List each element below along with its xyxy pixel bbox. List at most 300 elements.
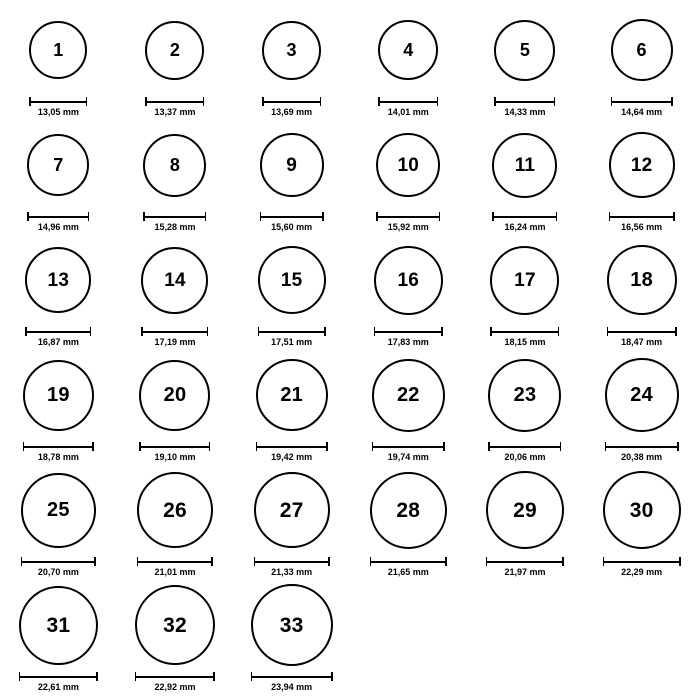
measure-tick-left	[251, 672, 253, 681]
diameter-measure-bar	[141, 327, 208, 336]
measure-tick-left	[607, 327, 609, 336]
ring-circle	[611, 19, 673, 81]
ring-circle-wrapper	[0, 468, 117, 552]
diameter-label: 13,37 mm	[154, 107, 196, 117]
ring-circle-wrapper	[350, 353, 467, 437]
ring-size-number: 4	[403, 40, 414, 60]
measure-tick-right	[322, 212, 324, 221]
ring-circle-wrapper	[583, 123, 700, 207]
ring-circle-wrapper	[583, 468, 700, 552]
measure-line	[141, 331, 208, 333]
ring-circle-wrapper	[117, 353, 234, 437]
diameter-label: 15,28 mm	[154, 222, 196, 232]
diameter-measure-bar	[609, 212, 675, 221]
ring-circle-wrapper	[233, 468, 350, 552]
ring-circle-wrapper	[467, 238, 584, 322]
measure-tick-left	[260, 212, 262, 221]
ring-size-row	[0, 8, 700, 118]
ring-circle-wrapper	[233, 123, 350, 207]
measure-tick-left	[603, 557, 605, 566]
measure-line	[492, 216, 557, 218]
ring-circle-wrapper	[0, 123, 117, 207]
diameter-label: 22,92 mm	[154, 682, 196, 692]
ring-circle-wrapper	[117, 583, 234, 667]
ring-size-cell	[117, 583, 234, 693]
ring-circle	[486, 471, 564, 549]
diameter-label: 17,51 mm	[271, 337, 313, 347]
diameter-measure-bar	[374, 327, 443, 336]
ring-size-cell	[350, 353, 467, 463]
measure-line	[374, 331, 443, 333]
measure-line	[488, 446, 561, 448]
ring-size-number: 8	[169, 155, 181, 175]
diameter-label: 15,60 mm	[271, 222, 313, 232]
diameter-label: 18,15 mm	[504, 337, 546, 347]
ring-size-number: 14	[164, 269, 186, 291]
ring-size-number: 25	[47, 499, 70, 521]
measure-line	[27, 216, 89, 218]
ring-circle	[258, 246, 326, 314]
ring-size-cell	[233, 468, 350, 578]
ring-size-cell	[467, 353, 584, 463]
measure-line	[376, 216, 440, 218]
diameter-measure-bar	[372, 442, 445, 451]
diameter-label: 18,47 mm	[621, 337, 663, 347]
measure-tick-right	[90, 327, 92, 336]
diameter-label: 16,87 mm	[37, 337, 79, 347]
diameter-measure-bar	[494, 97, 555, 106]
ring-size-cell	[0, 123, 117, 233]
ring-circle-wrapper	[467, 353, 584, 437]
measure-tick-left	[370, 557, 372, 566]
measure-tick-left	[258, 327, 260, 336]
measure-tick-left	[145, 97, 147, 106]
ring-circle-wrapper	[233, 583, 350, 667]
measure-tick-right	[439, 212, 441, 221]
measure-tick-right	[558, 327, 560, 336]
diameter-measure-bar	[143, 212, 206, 221]
ring-size-number: 15	[280, 269, 303, 291]
ring-circle-wrapper	[350, 238, 467, 322]
measure-tick-right	[205, 212, 207, 221]
ring-circle	[262, 21, 321, 80]
diameter-label: 18,78 mm	[37, 452, 79, 462]
ring-size-cell	[233, 8, 350, 118]
measure-tick-left	[135, 672, 137, 681]
measure-tick-left	[256, 442, 258, 451]
ring-circle-wrapper	[583, 353, 700, 437]
measure-tick-left	[490, 327, 492, 336]
measure-tick-right	[324, 327, 326, 336]
measure-tick-right	[88, 212, 90, 221]
measure-tick-right	[671, 97, 673, 106]
ring-circle	[494, 20, 555, 81]
diameter-label: 19,10 mm	[154, 452, 196, 462]
measure-line	[372, 446, 445, 448]
measure-tick-left	[372, 442, 374, 451]
diameter-measure-bar	[603, 557, 681, 566]
measure-tick-left	[378, 97, 380, 106]
diameter-measure-bar	[145, 97, 204, 106]
diameter-measure-bar	[611, 97, 673, 106]
ring-size-cell	[583, 238, 700, 348]
diameter-measure-bar	[492, 212, 557, 221]
ring-circle-wrapper	[0, 238, 117, 322]
measure-tick-right	[207, 327, 209, 336]
diameter-measure-bar	[370, 557, 447, 566]
ring-circle	[378, 20, 438, 80]
diameter-measure-bar	[490, 327, 559, 336]
ring-circle	[609, 132, 675, 198]
diameter-measure-bar	[378, 97, 438, 106]
diameter-label: 16,56 mm	[621, 222, 663, 232]
ring-size-cell	[583, 468, 700, 578]
ring-size-number: 16	[397, 269, 420, 291]
ring-size-number: 9	[286, 154, 298, 176]
measure-tick-right	[677, 442, 679, 451]
diameter-label: 13,69 mm	[271, 107, 313, 117]
ring-size-number: 3	[286, 40, 297, 60]
ring-circle-wrapper	[0, 353, 117, 437]
diameter-label: 21,97 mm	[504, 567, 546, 577]
diameter-measure-bar	[135, 672, 215, 681]
diameter-measure-bar	[258, 327, 326, 336]
ring-circle-wrapper	[233, 353, 350, 437]
ring-circle	[19, 586, 98, 665]
measure-line	[256, 446, 328, 448]
ring-circle	[29, 21, 87, 79]
ring-size-number: 23	[513, 384, 537, 406]
diameter-label: 20,06 mm	[504, 452, 546, 462]
measure-tick-right	[326, 442, 328, 451]
ring-size-cell	[117, 468, 234, 578]
ring-circle-wrapper	[467, 123, 584, 207]
ring-size-cell	[350, 468, 467, 578]
diameter-measure-bar	[254, 557, 330, 566]
measure-line	[139, 446, 210, 448]
ring-size-number: 19	[47, 384, 70, 406]
ring-circle-wrapper	[233, 8, 350, 92]
measure-tick-right	[211, 557, 213, 566]
diameter-label: 19,74 mm	[387, 452, 429, 462]
ring-size-number: 12	[630, 154, 653, 176]
ring-circle-wrapper	[350, 8, 467, 92]
diameter-measure-bar	[260, 212, 324, 221]
ring-circle	[145, 21, 204, 80]
ring-size-number: 11	[514, 154, 536, 176]
ring-size-number: 32	[163, 613, 187, 637]
ring-circle-wrapper	[233, 238, 350, 322]
diameter-measure-bar	[251, 672, 333, 681]
ring-circle	[21, 473, 96, 548]
diameter-label: 19,42 mm	[271, 452, 313, 462]
ring-size-cell	[117, 8, 234, 118]
ring-circle	[137, 472, 213, 548]
diameter-measure-bar	[139, 442, 210, 451]
measure-tick-left	[139, 442, 141, 451]
ring-circle	[372, 359, 445, 432]
ring-circle	[23, 360, 94, 431]
measure-line	[262, 101, 321, 103]
measure-line	[494, 101, 555, 103]
measure-tick-left	[262, 97, 264, 106]
measure-tick-right	[562, 557, 564, 566]
measure-tick-right	[96, 672, 98, 681]
diameter-measure-bar	[256, 442, 328, 451]
ring-size-cell	[467, 8, 584, 118]
diameter-label: 21,01 mm	[154, 567, 196, 577]
ring-circle-wrapper	[0, 583, 117, 667]
measure-tick-right	[437, 97, 439, 106]
ring-circle	[143, 134, 206, 197]
ring-circle	[256, 359, 328, 431]
measure-line	[25, 331, 91, 333]
measure-tick-left	[492, 212, 494, 221]
diameter-label: 15,92 mm	[387, 222, 429, 232]
measure-tick-right	[673, 212, 675, 221]
ring-circle-wrapper	[117, 123, 234, 207]
measure-tick-right	[213, 672, 215, 681]
ring-size-number: 17	[514, 269, 536, 291]
ring-circle	[488, 359, 561, 432]
measure-tick-right	[203, 97, 205, 106]
measure-tick-left	[21, 557, 23, 566]
ring-size-row	[0, 353, 700, 463]
ring-size-cell	[467, 123, 584, 233]
measure-tick-left	[374, 327, 376, 336]
measure-line	[135, 676, 215, 678]
ring-size-cell	[233, 583, 350, 693]
ring-circle-wrapper	[583, 238, 700, 322]
ring-size-cell	[233, 123, 350, 233]
diameter-label: 20,70 mm	[37, 567, 79, 577]
ring-size-number: 2	[169, 40, 181, 60]
diameter-measure-bar	[486, 557, 564, 566]
diameter-measure-bar	[19, 672, 98, 681]
measure-tick-right	[560, 442, 562, 451]
ring-circle	[251, 584, 333, 666]
diameter-label: 14,64 mm	[621, 107, 663, 117]
ring-circle-wrapper	[467, 8, 584, 92]
diameter-measure-bar	[27, 212, 89, 221]
measure-tick-left	[494, 97, 496, 106]
diameter-label: 14,01 mm	[387, 107, 429, 117]
ring-circle-wrapper	[350, 468, 467, 552]
ring-circle	[492, 133, 557, 198]
ring-size-number: 22	[396, 384, 420, 406]
ring-circle	[376, 133, 440, 197]
measure-tick-right	[441, 327, 443, 336]
ring-size-number: 1	[53, 40, 64, 60]
measure-line	[254, 561, 330, 563]
measure-line	[605, 446, 679, 448]
ring-size-cell	[583, 8, 700, 118]
measure-line	[609, 216, 675, 218]
ring-size-cell	[467, 238, 584, 348]
measure-line	[137, 561, 213, 563]
ring-size-number: 29	[513, 498, 537, 522]
ring-size-cell	[350, 8, 467, 118]
ring-size-cell	[350, 123, 467, 233]
ring-size-number: 24	[630, 384, 653, 406]
ring-size-cell	[350, 238, 467, 348]
ring-circle	[490, 246, 559, 315]
ring-size-cell	[233, 238, 350, 348]
measure-tick-left	[29, 97, 31, 106]
measure-tick-left	[137, 557, 139, 566]
measure-line	[607, 331, 677, 333]
measure-line	[370, 561, 447, 563]
ring-size-number: 28	[396, 498, 421, 522]
measure-line	[486, 561, 564, 563]
ring-size-cell	[233, 353, 350, 463]
diameter-measure-bar	[262, 97, 321, 106]
ring-size-row	[0, 123, 700, 233]
ring-circle	[605, 358, 679, 432]
diameter-label: 22,61 mm	[37, 682, 79, 692]
measure-tick-left	[611, 97, 613, 106]
measure-tick-right	[328, 557, 330, 566]
ring-size-cell	[583, 123, 700, 233]
ring-size-number: 7	[53, 155, 64, 175]
ring-size-number: 10	[397, 154, 420, 176]
measure-tick-right	[445, 557, 447, 566]
measure-tick-right	[443, 442, 445, 451]
measure-tick-right	[556, 212, 558, 221]
ring-size-row	[0, 468, 700, 578]
diameter-measure-bar	[137, 557, 213, 566]
ring-circle-wrapper	[350, 123, 467, 207]
measure-tick-right	[675, 327, 677, 336]
ring-size-row	[0, 238, 700, 348]
diameter-label: 23,94 mm	[271, 682, 313, 692]
ring-circle	[141, 247, 208, 314]
diameter-label: 21,65 mm	[387, 567, 429, 577]
measure-line	[23, 446, 94, 448]
measure-line	[19, 676, 98, 678]
ring-size-number: 6	[636, 40, 647, 60]
ring-circle	[27, 134, 89, 196]
measure-tick-left	[23, 442, 25, 451]
ring-size-cell	[0, 353, 117, 463]
measure-line	[490, 331, 559, 333]
ring-size-number: 21	[280, 384, 303, 406]
ring-circle	[139, 360, 210, 431]
measure-line	[260, 216, 324, 218]
ring-circle-wrapper	[0, 8, 117, 92]
diameter-measure-bar	[488, 442, 561, 451]
measure-tick-left	[609, 212, 611, 221]
measure-tick-right	[94, 557, 96, 566]
measure-tick-left	[19, 672, 21, 681]
diameter-label: 17,83 mm	[387, 337, 429, 347]
ring-size-row	[0, 583, 700, 693]
ring-size-cell	[0, 583, 117, 693]
diameter-measure-bar	[376, 212, 440, 221]
ring-size-cell	[0, 468, 117, 578]
ring-size-number: 5	[519, 40, 531, 60]
measure-tick-right	[92, 442, 94, 451]
ring-size-number: 30	[629, 498, 654, 522]
measure-tick-left	[605, 442, 607, 451]
diameter-measure-bar	[23, 442, 94, 451]
ring-size-number: 33	[279, 613, 304, 637]
diameter-measure-bar	[29, 97, 87, 106]
ring-size-cell	[583, 353, 700, 463]
ring-circle	[603, 471, 681, 549]
ring-circle-wrapper	[117, 468, 234, 552]
measure-line	[29, 101, 87, 103]
diameter-label: 20,38 mm	[621, 452, 663, 462]
measure-line	[251, 676, 333, 678]
diameter-label: 21,33 mm	[271, 567, 313, 577]
measure-tick-left	[143, 212, 145, 221]
measure-line	[21, 561, 96, 563]
measure-tick-left	[27, 212, 29, 221]
measure-tick-right	[679, 557, 681, 566]
diameter-measure-bar	[21, 557, 96, 566]
ring-size-cell	[0, 238, 117, 348]
ring-circle	[607, 245, 677, 315]
diameter-label: 17,19 mm	[154, 337, 196, 347]
measure-tick-right	[320, 97, 322, 106]
measure-line	[143, 216, 206, 218]
measure-line	[145, 101, 204, 103]
diameter-measure-bar	[25, 327, 91, 336]
measure-line	[603, 561, 681, 563]
ring-size-number: 26	[163, 498, 187, 522]
measure-tick-left	[25, 327, 27, 336]
ring-size-cell	[0, 8, 117, 118]
ring-size-number: 27	[279, 498, 304, 522]
ring-circle-wrapper	[467, 468, 584, 552]
measure-tick-right	[554, 97, 556, 106]
diameter-label: 13,05 mm	[37, 107, 79, 117]
measure-tick-right	[209, 442, 211, 451]
measure-line	[611, 101, 673, 103]
ring-circle	[374, 246, 443, 315]
ring-circle	[25, 247, 91, 313]
measure-tick-left	[141, 327, 143, 336]
ring-circle	[370, 472, 447, 549]
ring-size-cell	[117, 353, 234, 463]
ring-size-number: 31	[46, 613, 71, 637]
measure-tick-left	[376, 212, 378, 221]
measure-tick-right	[331, 672, 333, 681]
ring-size-cell	[117, 238, 234, 348]
ring-circle	[135, 585, 215, 665]
measure-line	[258, 331, 326, 333]
ring-circle-wrapper	[583, 8, 700, 92]
measure-tick-left	[488, 442, 490, 451]
measure-tick-right	[86, 97, 88, 106]
diameter-label: 16,24 mm	[504, 222, 546, 232]
measure-tick-left	[254, 557, 256, 566]
diameter-label: 14,96 mm	[37, 222, 79, 232]
ring-circle	[260, 133, 324, 197]
diameter-measure-bar	[607, 327, 677, 336]
measure-tick-left	[486, 557, 488, 566]
ring-size-number: 13	[47, 269, 70, 291]
ring-size-cell	[117, 123, 234, 233]
ring-size-number: 20	[163, 384, 187, 406]
diameter-label: 22,29 mm	[621, 567, 663, 577]
ring-size-number: 18	[630, 269, 653, 291]
ring-size-cell	[467, 468, 584, 578]
diameter-measure-bar	[605, 442, 679, 451]
ring-circle-wrapper	[117, 8, 234, 92]
ring-circle-wrapper	[117, 238, 234, 322]
